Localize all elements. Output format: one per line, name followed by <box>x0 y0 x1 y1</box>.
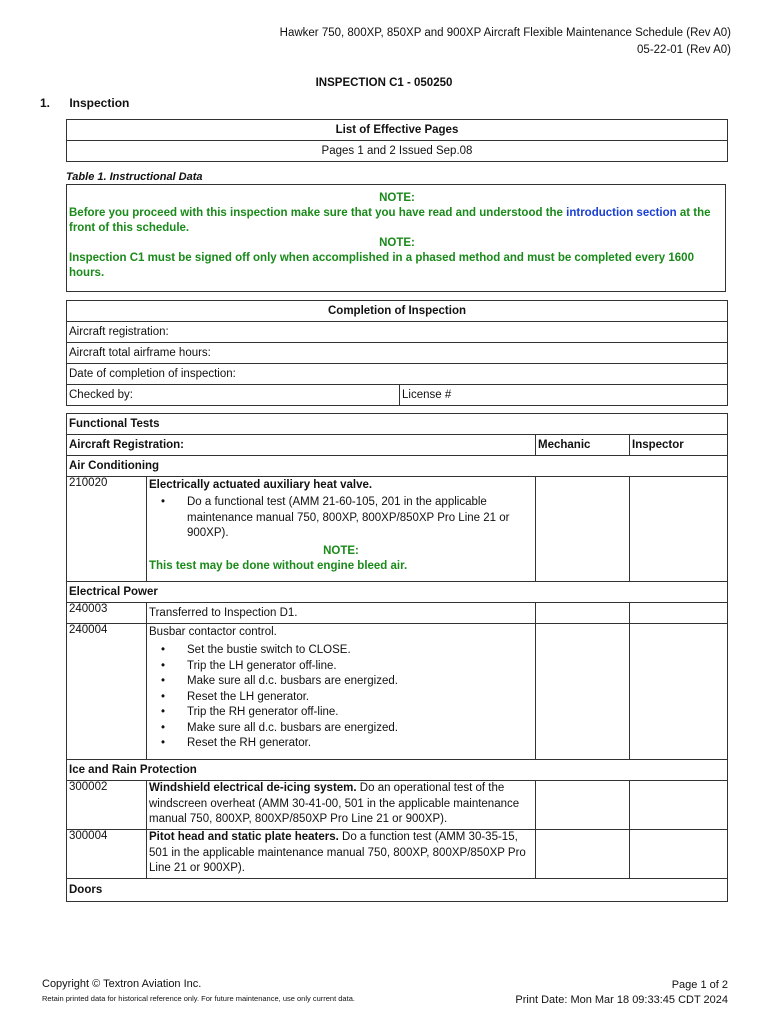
license-field: License # <box>400 385 728 406</box>
task-title: Electrically actuated auxiliary heat valve. <box>149 479 373 491</box>
inspector-signoff-cell[interactable] <box>630 830 728 879</box>
print-date: Print Date: Mon Mar 18 09:33:45 CDT 2024 <box>515 994 728 1006</box>
task-bullet: • Do a functional test (AMM 21-60-105, 201 in the applicable maintenance manual 750, 800XP, 800XP/850XP Pro Line 21 or 900XP). <box>161 495 533 542</box>
inspector-signoff-cell[interactable] <box>630 603 728 624</box>
task-description <box>147 781 536 830</box>
page-title: INSPECTION C1 - 050250 <box>315 77 453 89</box>
table-row <box>67 603 728 624</box>
effective-pages-table <box>66 119 728 162</box>
section-label: Inspection <box>69 96 130 110</box>
task-bullet: • Trip the LH generator off-line. <box>161 659 533 675</box>
task-note-label: NOTE: <box>323 544 359 557</box>
section-heading <box>40 96 129 110</box>
mechanic-signoff-cell[interactable] <box>536 603 630 624</box>
inspector-header: Inspector <box>630 435 728 456</box>
footer-right <box>515 978 728 1008</box>
functional-tests-table <box>66 413 728 902</box>
header-line-1: Hawker 750, 800XP, 850XP and 900XP Aircraft Flexible Maintenance Schedule (Rev A0) <box>279 27 731 39</box>
note-1 <box>69 206 725 236</box>
completion-title: Completion of Inspection <box>67 301 728 322</box>
table-row <box>67 830 728 879</box>
instructional-notes <box>66 184 726 292</box>
completion-row-registration: Aircraft registration: <box>67 322 728 343</box>
task-code: 240004 <box>67 624 147 760</box>
footer-retain-notice: Retain printed data for historical reference only. For future maintenance, use only current data. <box>42 994 355 1003</box>
header-line-2: 05-22-01 (Rev A0) <box>637 44 731 56</box>
task-code: 300002 <box>67 781 147 830</box>
mechanic-signoff-cell[interactable] <box>536 624 630 760</box>
task-bullet: • Make sure all d.c. busbars are energized. <box>161 674 533 690</box>
inspector-signoff-cell[interactable] <box>630 624 728 760</box>
checked-by-field: Checked by: <box>67 385 400 406</box>
section-ice-rain-protection: Ice and Rain Protection <box>67 760 728 781</box>
note-1-text: Before you proceed with this inspection make sure that you have read and understood the <box>69 207 567 219</box>
task-note: This test may be done without engine bleed air. <box>149 559 408 572</box>
section-electrical-power: Electrical Power <box>67 582 728 603</box>
task-text: Do an operational test of the windscreen overheat (AMM 30-41-00, 501 in the applicable maintenance manual 750, 800XP, 800XP/850XP Pro Line 21 or 900XP). <box>149 782 520 825</box>
note-label: NOTE: <box>379 192 415 204</box>
task-title: Busbar contactor control. <box>149 626 277 638</box>
task-text: Do a function test (AMM 30-35-15, 501 in the applicable maintenance manual 750, 800XP, 800XP/850XP Pro Line 21 or 900XP). <box>149 831 526 874</box>
mechanic-header: Mechanic <box>536 435 630 456</box>
footer-copyright: Copyright © Textron Aviation Inc. <box>42 978 202 990</box>
task-title: Windshield electrical de-icing system. <box>149 782 357 794</box>
mechanic-signoff-cell[interactable] <box>536 781 630 830</box>
table-row <box>67 624 728 760</box>
document-header <box>280 25 731 59</box>
effective-pages-row: Pages 1 and 2 Issued Sep.08 <box>67 141 728 162</box>
section-doors: Doors <box>67 879 728 902</box>
introduction-link[interactable]: introduction section <box>566 207 677 219</box>
task-description <box>147 830 536 879</box>
section-number: 1. <box>40 96 51 110</box>
task-code: 210020 <box>67 477 147 582</box>
table-caption: Table 1. Instructional Data <box>66 171 203 183</box>
task-bullet-list <box>149 643 533 752</box>
task-bullet: • Make sure all d.c. busbars are energized. <box>161 721 533 737</box>
mechanic-signoff-cell[interactable] <box>536 477 630 582</box>
table-row <box>67 781 728 830</box>
aircraft-registration-label: Aircraft Registration: <box>67 435 536 456</box>
task-bullet: • Reset the RH generator. <box>161 736 533 752</box>
task-bullet: • Reset the LH generator. <box>161 690 533 706</box>
note-label-2: NOTE: <box>379 237 415 249</box>
page-number: Page 1 of 2 <box>671 979 728 991</box>
functional-tests-title: Functional Tests <box>67 414 728 435</box>
task-description <box>147 624 536 760</box>
effective-pages-title: List of Effective Pages <box>67 120 728 141</box>
completion-table <box>66 300 728 406</box>
section-air-conditioning: Air Conditioning <box>67 456 728 477</box>
table-row <box>67 477 728 582</box>
completion-row-hours: Aircraft total airframe hours: <box>67 343 728 364</box>
inspector-signoff-cell[interactable] <box>630 477 728 582</box>
task-description <box>147 477 536 582</box>
inspector-signoff-cell[interactable] <box>630 781 728 830</box>
task-title: Pitot head and static plate heaters. <box>149 831 339 843</box>
mechanic-signoff-cell[interactable] <box>536 830 630 879</box>
task-code: 240003 <box>67 603 147 624</box>
task-bullet: • Trip the RH generator off-line. <box>161 705 533 721</box>
note-1-text-end: at the front of this schedule. <box>69 207 711 234</box>
task-description: Transferred to Inspection D1. <box>147 603 536 624</box>
completion-row-date: Date of completion of inspection: <box>67 364 728 385</box>
task-code: 300004 <box>67 830 147 879</box>
note-2: Inspection C1 must be signed off only when accomplished in a phased method and must be completed every 1600 hours. <box>69 252 694 279</box>
task-bullet: • Set the bustie switch to CLOSE. <box>161 643 533 659</box>
